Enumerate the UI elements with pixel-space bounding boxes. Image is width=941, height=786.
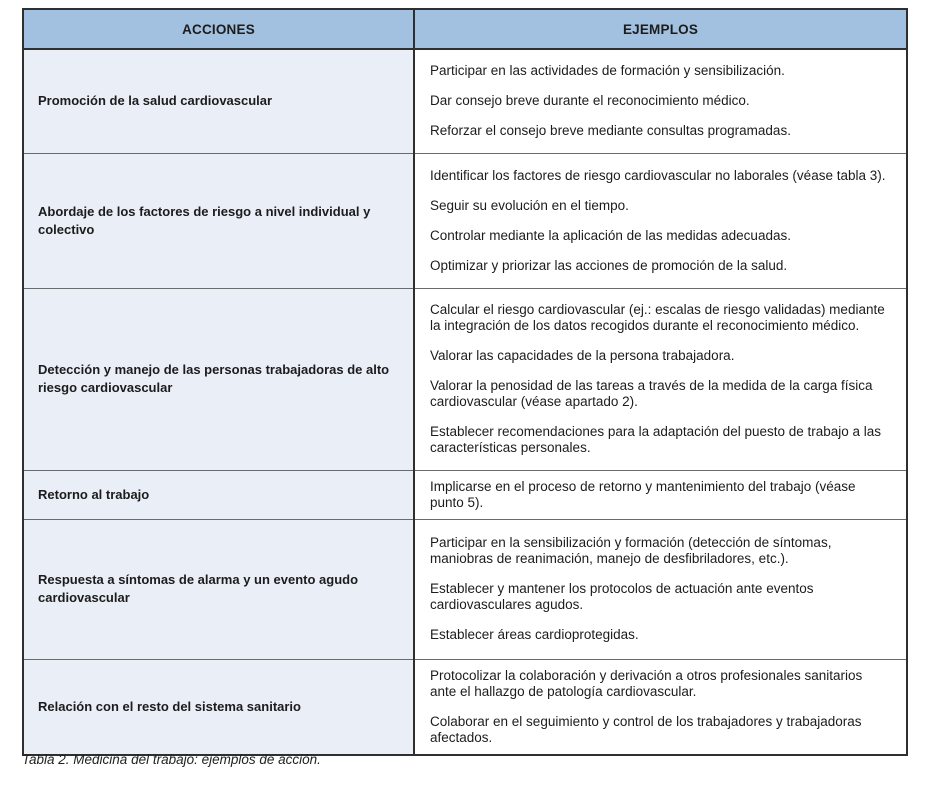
- table-row: [23, 153, 907, 288]
- table-row: [23, 470, 907, 519]
- example-paragraph: Participar en las actividades de formación y sensibilización.: [430, 63, 785, 79]
- column-header-acciones: ACCIONES: [23, 9, 414, 49]
- action-cell: Promoción de la salud cardiovascular: [23, 49, 414, 153]
- action-cell: Respuesta a síntomas de alarma y un evento agudo cardiovascular: [23, 519, 414, 659]
- example-paragraph: Dar consejo breve durante el reconocimiento médico.: [430, 93, 750, 109]
- example-paragraph: Protocolizar la colaboración y derivación a otros profesionales sanitarios ante el hallazgo de patología cardiovascular.: [430, 667, 863, 699]
- table-row: [23, 519, 907, 659]
- example-paragraph: Colaborar en el seguimiento y control de los trabajadores y trabajadoras afectados.: [430, 713, 862, 745]
- example-paragraph: Optimizar y priorizar las acciones de promoción de la salud.: [430, 257, 788, 273]
- example-paragraph: Reforzar el consejo breve mediante consultas programadas.: [430, 123, 791, 139]
- examples-cell: [414, 470, 907, 519]
- example-paragraph: Controlar mediante la aplicación de las medidas adecuadas.: [430, 227, 791, 243]
- examples-cell: [414, 153, 907, 288]
- examples-cell: [414, 659, 907, 755]
- example-paragraph: Establecer recomendaciones para la adaptación del puesto de trabajo a las características personales.: [430, 424, 882, 455]
- actions-examples-table: [22, 8, 908, 756]
- action-cell: Detección y manejo de las personas trabajadoras de alto riesgo cardiovascular: [23, 288, 414, 470]
- table-row: [23, 49, 907, 153]
- example-paragraph: Valorar las capacidades de la persona trabajadora.: [430, 348, 735, 363]
- example-paragraph: Valorar la penosidad de las tareas a través de la medida de la carga física cardiovascular (véase apartado 2).: [430, 378, 873, 409]
- examples-cell: [414, 288, 907, 470]
- example-paragraph: Establecer áreas cardioprotegidas.: [430, 627, 639, 642]
- examples-cell: [414, 519, 907, 659]
- example-paragraph: Seguir su evolución en el tiempo.: [430, 197, 629, 213]
- example-paragraph: Implicarse en el proceso de retorno y mantenimiento del trabajo (véase punto 5).: [430, 478, 856, 510]
- table-row: [23, 659, 907, 755]
- examples-cell: [414, 49, 907, 153]
- action-cell: Relación con el resto del sistema sanitario: [23, 659, 414, 755]
- table-body: [23, 49, 907, 755]
- column-header-ejemplos: EJEMPLOS: [414, 9, 907, 49]
- table-row: [23, 288, 907, 470]
- example-paragraph: Participar en la sensibilización y formación (detección de síntomas, maniobras de reanimación, manejo de desfibriladores, etc.).: [430, 535, 832, 566]
- table-caption: Tabla 2. Medicina del trabajo: ejemplos de acción.: [22, 752, 321, 767]
- example-paragraph: Identificar los factores de riesgo cardiovascular no laborales (véase tabla 3).: [430, 167, 886, 183]
- example-paragraph: Establecer y mantener los protocolos de actuación ante eventos cardiovasculares agudos.: [430, 581, 814, 612]
- header-row: [23, 9, 907, 49]
- example-paragraph: Calcular el riesgo cardiovascular (ej.: escalas de riesgo validadas) mediante la integración de los datos recogidos durante el reconocimiento médico.: [430, 302, 885, 333]
- action-cell: Retorno al trabajo: [23, 470, 414, 519]
- action-cell: Abordaje de los factores de riesgo a nivel individual y colectivo: [23, 153, 414, 288]
